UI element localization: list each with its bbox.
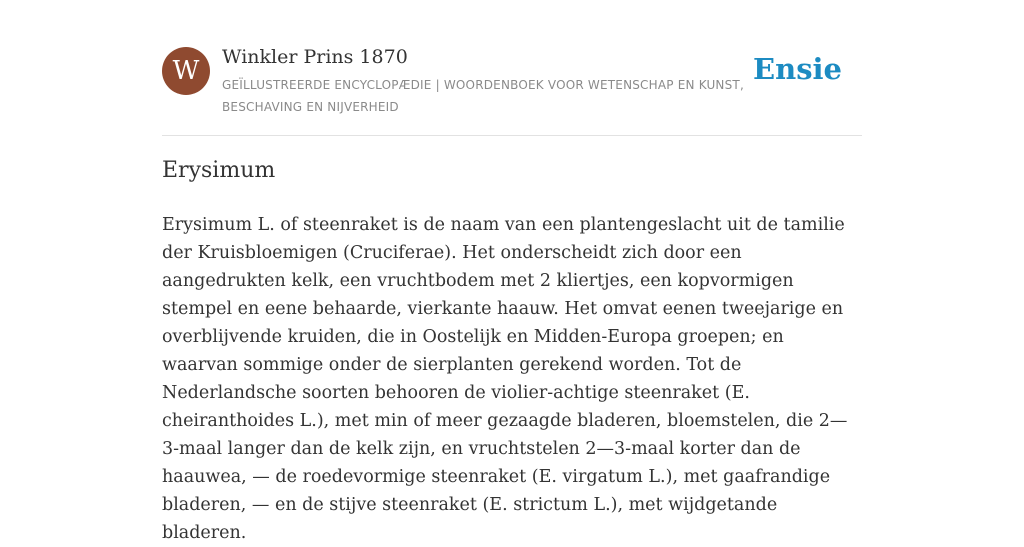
divider [162, 135, 862, 136]
entry-body: Erysimum L. of steenraket is de naam van een plantengeslacht uit de tamilie der Kruisbloemigen (Cruciferae). Het onderscheidt zich door een aangedrukten kelk, een vruchtbodem met 2 kliertjes, een kopvormigen stempel en eene behaarde, vierkante haauw. Het omvat eenen tweejarige en overblijvende kruiden, die in Oostelijk en Midden-Europa groepen; en waarvan sommige onder de sierplanten gerekend worden. Tot de Nederlandsche soorten behooren de violier-achtige steenraket (E. cheiranthoides L.), met min of meer gezaagde bladeren, bloemstelen, die 2—3-maal langer dan de kelk zijn, en vruchtstelen 2—3-maal korter dan de haauwea, — de roedevormige steenraket (E. virgatum L.), met gaafrandige bladeren, — en de stijve steenraket (E. strictum L.), met wijdgetande bladeren. [162, 215, 848, 543]
article-page [162, 0, 862, 543]
entry-title: Erysimum [162, 158, 276, 183]
brand-logo[interactable]: Ensie [753, 52, 842, 86]
source-header [162, 44, 862, 116]
source-title[interactable]: Winkler Prins 1870 [222, 46, 408, 68]
source-subtitle: GEÏLLUSTREERDE ENCYCLOPÆDIE | WOORDENBOEK VOOR WETENSCHAP EN KUNST, BESCHAVING EN NIJVERHEID [222, 78, 744, 114]
avatar[interactable]: W [162, 47, 210, 95]
